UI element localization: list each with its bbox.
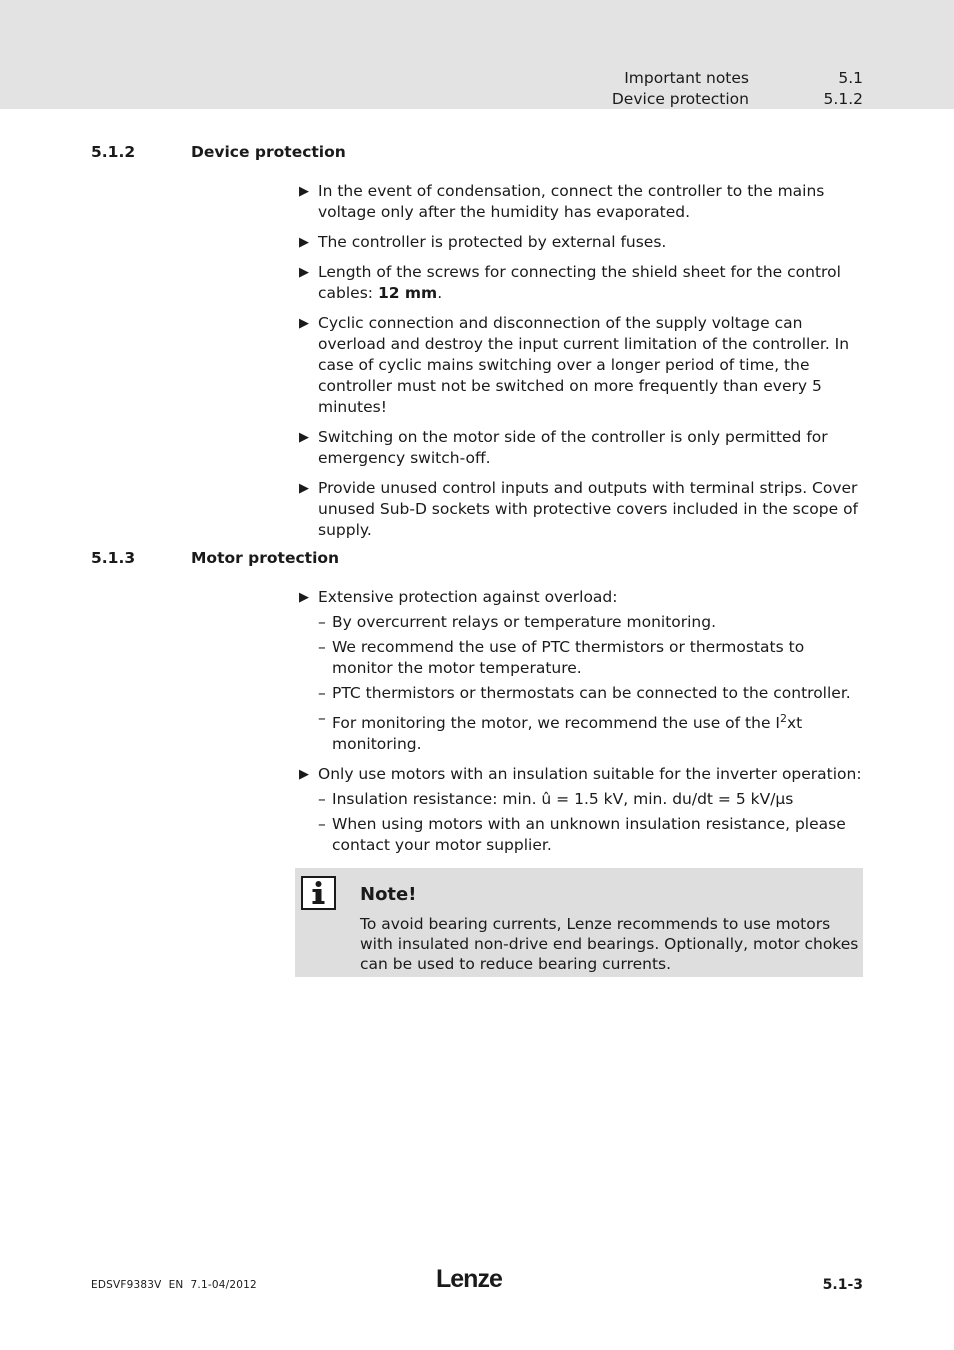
bullet-triangle-icon: ▶: [299, 590, 309, 605]
bullet-triangle-icon: ▶: [299, 767, 309, 783]
sub-list-item: – When using motors with an unknown insulation resistance, please contact your motor supplier.: [318, 815, 846, 855]
bullet-triangle-icon: ▶: [299, 184, 309, 199]
sub-list-item: – Insulation resistance: min. û = 1.5 kV, min. du/dt = 5 kV/µs: [318, 790, 794, 809]
section-title: Motor protection: [191, 549, 340, 567]
list-item: ▶ Extensive protection against overload:: [299, 588, 618, 606]
bullet-triangle-icon: ▶: [299, 430, 309, 445]
header-chapter-number: 5.1: [838, 69, 863, 87]
sub-list-item: – By overcurrent relays or temperature monitoring.: [318, 613, 717, 631]
sub-list-item: – We recommend the use of PTC thermistors or thermostats to monitor the motor temperature.: [318, 638, 805, 677]
bullet-triangle-icon: ▶: [299, 316, 309, 331]
section-number: 5.1.2: [91, 143, 136, 161]
section-number: 5.1.3: [91, 549, 136, 567]
bullet-triangle-icon: ▶: [299, 265, 309, 280]
header-band: [0, 0, 954, 109]
bullet-triangle-icon: ▶: [299, 235, 309, 250]
header-section-number: 5.1.2: [823, 90, 863, 108]
header-chapter-title: Important notes: [624, 69, 749, 87]
header-section-title: Device protection: [611, 90, 749, 108]
note-title: Note!: [360, 884, 417, 905]
motor-protection-list: [299, 587, 865, 856]
note-text: To avoid bearing currents, Lenze recommends to use motors with insulated non-drive end bearings. Optionally, motor chokes can be used to reduce bearing currents.: [360, 915, 859, 973]
list-item: ▶ Only use motors with an insulation suitable for the inverter operation:: [299, 765, 862, 784]
sub-list-item: – PTC thermistors or thermostats can be connected to the controller.: [318, 684, 851, 702]
info-icon: [301, 876, 336, 910]
document-id: EDSVF9383V EN 7.1-04/2012: [91, 1279, 257, 1291]
device-protection-list: [299, 181, 865, 541]
list-item: ▶ In the event of condensation, connect the controller to the mains voltage only after the humidity has evaporated.: [299, 182, 825, 221]
list-item: ▶ The controller is protected by external fuses.: [299, 233, 667, 251]
page-number: 5.1-3: [822, 1277, 863, 1293]
bullet-triangle-icon: ▶: [299, 481, 309, 496]
sub-list-item: – For monitoring the motor, we recommend the use of the $I^2xt$ monitoring.: [318, 709, 803, 754]
list-item: ▶ Cyclic connection and disconnection of the supply voltage can overload and destroy the input current limitation of the controller. In case of cyclic mains switching over a longer period of time, the controller must not be switched on more frequently than every 5 minutes!: [299, 314, 850, 416]
list-item: ▶ Length of the screws for connecting the shield sheet for the control cables: 12 mm.: [299, 263, 841, 302]
list-item: ▶ Provide unused control inputs and outputs with terminal strips. Cover unused Sub-D sockets with protective covers included in the scope of supply.: [299, 479, 859, 539]
section-title: Device protection: [191, 143, 346, 161]
info-icon-glyph: [303, 878, 334, 908]
lenze-logo: Lenze: [436, 1265, 502, 1293]
screw-length-value: 12 mm: [377, 284, 438, 302]
list-item: ▶ Switching on the motor side of the controller is only permitted for emergency switch-off.: [299, 428, 828, 467]
